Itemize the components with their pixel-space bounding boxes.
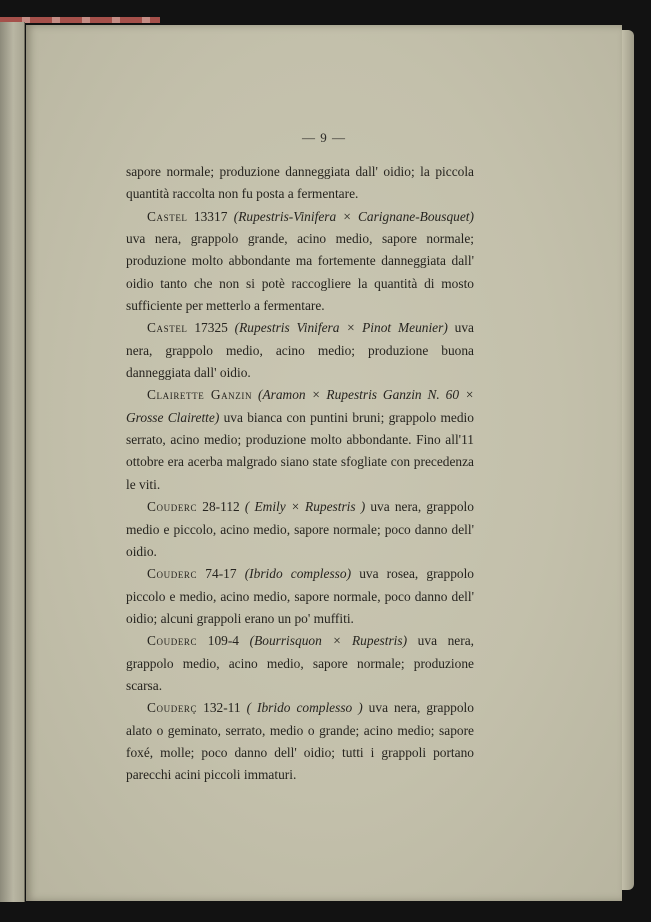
- continuation-text: sapore normale; produzione danneggiata dall' oidio; la piccola quantità raccolta non fu posta a fermentare.: [126, 164, 474, 202]
- book-page: [26, 25, 622, 901]
- page-number: — 9 —: [302, 130, 346, 145]
- variety-number: 109-4: [207, 633, 239, 649]
- variety-cross: (Bourrisquon × Rupestris): [249, 633, 408, 649]
- variety-cross: ( Ibrido complesso ): [246, 700, 363, 716]
- variety-description: uva nera, grappolo grande, acino medio, sapore normale; produzione molto abbondante ma fortemente danneggiata dall' oidio tanto che non si potè raccogliere la quantità di mosto sufficiente per metterlo a fermentare.: [126, 231, 474, 314]
- variety-cross: (Rupestris Vinifera × Pinot Meunier): [234, 320, 448, 336]
- entry-clairette-ganzin: [126, 384, 474, 496]
- variety-number: 13317: [193, 208, 228, 224]
- variety-name: Castel: [147, 208, 188, 224]
- entry-couderc-74-17: [126, 563, 474, 630]
- variety-number: 28-112: [202, 499, 240, 515]
- previous-page-edge: [0, 22, 25, 902]
- variety-description: uva rosea, grappolo piccolo e medio, acino medio, sapore normale, poco danno dell' oidio; alcuni grappoli erano un po' muffiti.: [126, 566, 475, 626]
- variety-number: 74-17: [205, 566, 237, 582]
- entry-couderc-132-11: [126, 697, 474, 786]
- variety-number: 132-11: [203, 700, 241, 716]
- entry-couderc-109-4: [126, 630, 474, 697]
- variety-number: 17325: [194, 320, 228, 336]
- variety-description: uva nera, grappolo alato o geminato, serrato, medio o grande; acino medio; sapore foxé, molle; poco danno dell' oidio; tutti i grappoli portano parecchi acini piccoli immaturi.: [126, 700, 474, 783]
- variety-description: uva nera, grappolo medio, acino medio; produzione buona danneggiata dall' oidio.: [126, 320, 474, 381]
- page-body: [126, 161, 474, 787]
- variety-cross: (Rupestris-Vinifera × Carignane-Bousquet): [233, 208, 474, 224]
- variety-name: Couderc: [147, 566, 198, 582]
- entry-couderc-28-112: [126, 496, 474, 563]
- variety-name: Clairette Ganzin: [147, 387, 253, 403]
- variety-description: uva bianca con puntini bruni; grappolo medio serrato, acino medio; produzione molto abbondante. Fino all'11 ottobre era acerba malgrado siano state sfogliate con precedenza le viti.: [126, 409, 474, 492]
- variety-cross: (Ibrido complesso): [244, 566, 352, 582]
- entry-castel-13317: [126, 206, 474, 318]
- paragraph-continuation: [126, 161, 474, 206]
- variety-name: Couderc: [147, 633, 198, 649]
- variety-cross: ( Emily × Rupestris ): [244, 499, 366, 515]
- entry-castel-17325: [126, 317, 474, 384]
- variety-description: uva nera, grappolo medio, acino medio, sapore normale; produzione scarsa.: [126, 633, 474, 693]
- variety-description: uva nera, grappolo medio e piccolo, acino medio, sapore normale; poco danno dell' oidio.: [126, 499, 474, 559]
- variety-cross: (Aramon × Rupestris Ganzin N. 60 × Grosse Clairette): [126, 387, 475, 425]
- variety-name: Couderç: [147, 700, 198, 716]
- variety-name: Couderc: [147, 499, 198, 515]
- variety-name: Castel: [147, 320, 188, 336]
